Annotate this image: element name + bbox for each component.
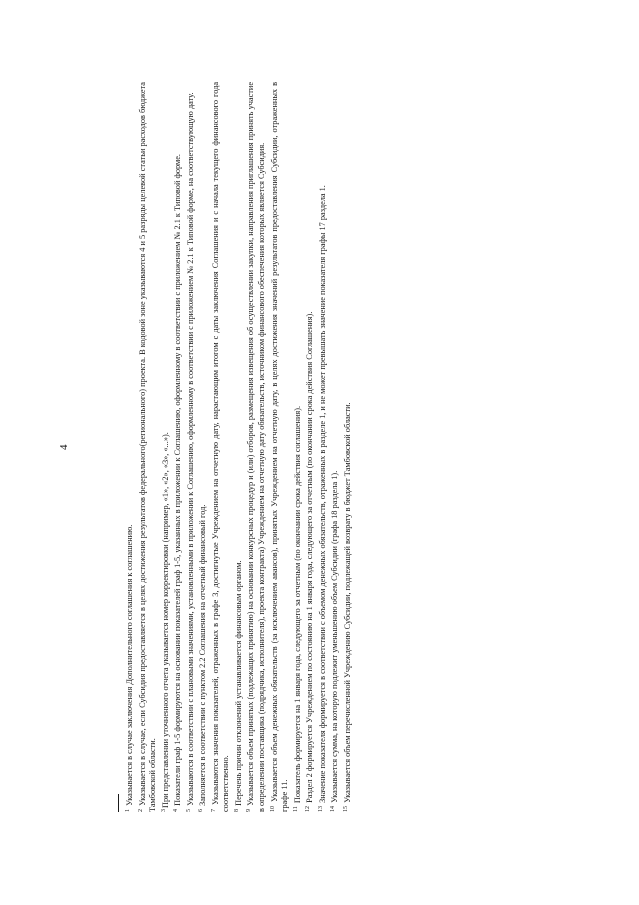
footnote-number: 15 xyxy=(342,806,349,812)
footnote-text: Значение показателя формируется в соответствии с объемом денежных обязательств, отраженных в разделе 1, и не может превышать значение показателя графы 17 раздела 1. xyxy=(317,185,327,803)
footnote-number: 13 xyxy=(317,806,324,812)
footnote-number: 1 xyxy=(125,809,131,812)
footnote-text: Показатель формируется на 1 января года, следующего за отчетным (по окончании срока действия соглашения). xyxy=(292,405,302,804)
footnote-number: 6 xyxy=(198,809,205,812)
footnote-number: 11 xyxy=(292,806,299,812)
footnote-number: 7 xyxy=(210,809,217,812)
footnote-number: 5 xyxy=(185,809,192,812)
footnote-number: 12 xyxy=(305,806,312,812)
footnote-12 xyxy=(303,82,316,812)
footnote-text: Указывается объем принятых (подлежащих принятию) на основании конкурсных процедур и (или) отборов, размещения извещения об осуществлении закупки, направления приглашения принять участие в определении поставщика (подрядчика, исполнителя), проекта контракта) Учреждением на отчетную дату обязательств, источником финансового обеспечения которых является Субсидия. xyxy=(246,81,267,812)
footnote-text: Указывается в случае заключения Дополнительного соглашения к соглашению. xyxy=(125,524,134,806)
footnote-number: 2 xyxy=(137,809,144,812)
footnote-9 xyxy=(244,82,267,812)
footnote-13 xyxy=(316,82,329,812)
footnote-text: Раздел 2 формируется Учреждением по состоянию на 1 января года, следующего за отчетным (по окончании срока действия Соглашения). xyxy=(305,311,315,803)
footnote-number: 4 xyxy=(173,809,180,812)
footnote-2 xyxy=(136,82,159,812)
footnote-5 xyxy=(184,82,197,812)
footnote-text: Указывается сумма, на которую подлежит уменьшению объем Субсидии (графа 18 раздела 1). xyxy=(330,470,340,803)
footnote-text: Указывается в случае, если Субсидия предоставляется в целях достижения результатов федерального(регионального) проекта. В кодовой зоне указываются 4 и 5 разряды целевой статьи расходов бюджета Тамбовской области. xyxy=(137,82,158,812)
page-number: 4 xyxy=(58,444,70,450)
footnote-1 xyxy=(123,82,136,812)
footnote-text: Указываются значения показателей, отраженных в графе 3, достигнутые Учреждением на отчетную дату, нарастающим итогом с даты заключения Соглашения и с начала текущего финансового года соответственно. xyxy=(210,81,231,812)
footnote-number: 14 xyxy=(330,806,337,812)
footnote-6 xyxy=(196,82,209,812)
footnote-text: Показатели граф 1-5 формируются на основании показателей граф 1-5, указанных в приложении к Соглашению, оформленному в соответствии с приложением № 2.1 к Типовой форме. xyxy=(173,153,183,806)
footnotes-list xyxy=(123,82,353,812)
footnote-3 xyxy=(159,82,172,812)
footnote-15 xyxy=(341,82,354,812)
footnote-number: 8 xyxy=(233,809,240,812)
footnote-7 xyxy=(209,82,232,812)
footnote-8 xyxy=(232,82,245,812)
footnote-separator xyxy=(118,794,119,812)
footnote-number: 10 xyxy=(269,806,276,812)
footnote-text: При представлении уточненного отчета указывается номер корректировки (например, «1», «2», «3», «...»). xyxy=(160,432,170,808)
footnote-number: 3 xyxy=(160,809,167,812)
footnote-text: Перечень причин отклонений устанавливается финансовым органом. xyxy=(233,560,243,806)
footnote-text: Указывается объем денежных обязательств (за исключением авансов), принятых Учреждением на отчетную дату, в целях достижения значений результатов предоставления Субсидии, отраженных в графе 11. xyxy=(269,81,290,812)
footnote-text: Указываются в соответствии с плановыми значениями, установленными в приложении к Соглашению, оформленному в соответствии с приложением № 2.1 к Типовой форме, на соответствующую дату. xyxy=(185,92,195,806)
footnote-10 xyxy=(268,82,291,812)
footnote-11 xyxy=(291,82,304,812)
footnote-4 xyxy=(171,82,184,812)
footnote-text: Указывается объем перечисленной Учреждению Субсидии, подлежащей возврату в бюджет Тамбовской области. xyxy=(342,402,352,803)
footnote-14 xyxy=(328,82,341,812)
footnote-number: 9 xyxy=(246,809,253,812)
footnote-text: Заполняется в соответствии с пунктом 2.2 Соглашения на отчетный финансовый год. xyxy=(198,504,208,806)
